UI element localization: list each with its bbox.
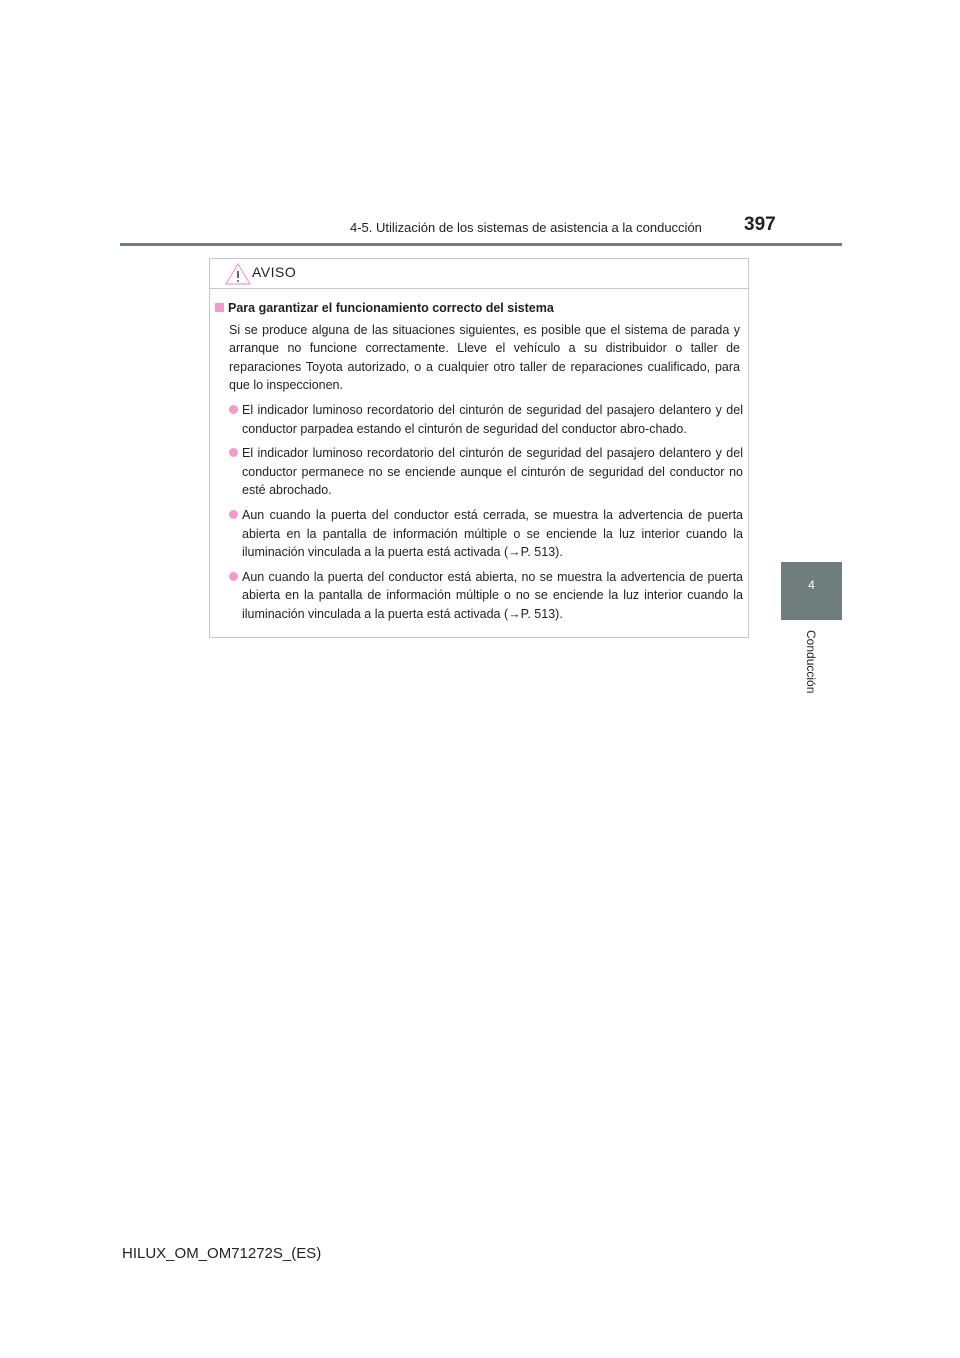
list-item-text: Aun cuando la puerta del conductor está abierta, no se muestra la advertencia de puerta abierta en la pantalla de información múltiple o no se enciende la luz interior cuando la iluminación vinculada a la puerta está activada (→P. 513). — [242, 569, 743, 621]
header-divider — [120, 243, 842, 246]
warning-label: AVISO — [252, 264, 297, 280]
chapter-number: 4 — [808, 578, 815, 592]
document-code: HILUX_OM_OM71272S_(ES) — [122, 1245, 322, 1262]
bullet-dot-icon — [229, 405, 238, 414]
bullet-dot-icon — [229, 572, 238, 581]
page-number: 397 — [744, 214, 776, 235]
list-item-text: El indicador luminoso recordatorio del cinturón de seguridad del pasajero delantero y del conductor permanece no se enciende aunque el cinturón de seguridad del conductor no esté abrochado. — [242, 446, 743, 498]
warning-triangle-icon — [225, 263, 251, 285]
bullet-dot-icon — [229, 510, 238, 519]
warning-section-title — [215, 299, 748, 318]
list-item — [229, 444, 743, 500]
list-item — [229, 506, 743, 562]
chapter-tab[interactable] — [781, 562, 842, 620]
warning-content — [210, 299, 748, 624]
section-title-text: Para garantizar el funcionamiento correcto del sistema — [228, 301, 554, 315]
square-bullet-icon — [215, 303, 224, 312]
list-item-text: Aun cuando la puerta del conductor está cerrada, se muestra la advertencia de puerta abierta en la pantalla de información múltiple o se enciende la luz interior cuando la iluminación vinculada a la puerta está activada (→P. 513). — [242, 507, 743, 560]
chapter-label-container — [801, 630, 821, 700]
warning-intro: Si se produce alguna de las situaciones siguientes, es posible que el sistema de parada y arranque no funcione correctamente. Lleve el vehículo a su distribuidor o taller de reparaciones Toyota autorizado, o a cualquier otro taller de reparaciones cualificado, para que lo inspeccionen. — [229, 322, 740, 393]
chapter-label: Conducción — [804, 630, 818, 694]
bullet-dot-icon — [229, 448, 238, 457]
list-item — [229, 568, 743, 624]
warning-header — [210, 259, 748, 289]
list-item — [229, 401, 743, 438]
section-header-title: 4-5. Utilización de los sistemas de asistencia a la conducción — [350, 220, 702, 235]
list-item-text: El indicador luminoso recordatorio del cinturón de seguridad del pasajero delantero y del conductor parpadea estando el cinturón de seguridad del conductor abro-chado. — [242, 402, 743, 436]
warning-box — [209, 258, 749, 638]
